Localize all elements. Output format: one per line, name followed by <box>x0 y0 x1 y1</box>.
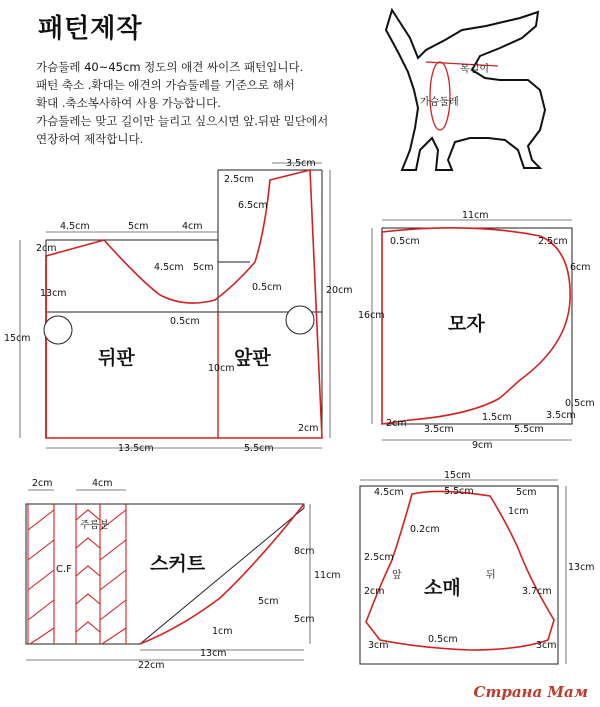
dim-label: 6.5cm <box>238 200 268 211</box>
dim-label: 13cm <box>200 648 227 659</box>
dim-label: 6cm <box>570 262 591 273</box>
body-pattern <box>4 158 353 454</box>
dim-label: 5cm <box>294 614 315 625</box>
dog-silhouette <box>386 10 545 170</box>
dim-label: 3.5cm <box>546 410 576 421</box>
dim-label: 0.5cm <box>170 316 200 327</box>
dim-label: 4cm <box>92 478 113 489</box>
dim-label: 0.5cm <box>252 282 282 293</box>
dim-label: 13cm <box>568 562 595 573</box>
dim-label: 15cm <box>444 470 471 481</box>
dim-label: 1.5cm <box>482 412 512 423</box>
dim-label: 4.5cm <box>154 262 184 273</box>
dim-label: 4.5cm <box>60 221 90 232</box>
dim-label: 5.5cm <box>244 443 274 454</box>
dim-label: 20cm <box>326 285 353 296</box>
hat-pattern <box>358 210 595 451</box>
dim-label: 5cm <box>258 596 279 607</box>
skirt-label: 스커트 <box>150 553 206 575</box>
dim-label: 1cm <box>212 626 233 637</box>
dim-label: 5cm <box>193 262 214 273</box>
dim-label: 2cm <box>298 423 319 434</box>
dim-label: 5.5cm <box>514 424 544 435</box>
intro-line: 연장하여 제작합니다. <box>36 132 144 146</box>
dim-label: 2cm <box>364 586 385 597</box>
intro-line: 확대 .축소복사하여 사용 가능합니다. <box>36 96 221 110</box>
dim-label: 1cm <box>508 506 529 517</box>
dim-label: 2cm <box>386 418 407 429</box>
dim-label: 3cm <box>368 640 389 651</box>
dim-label: 5cm <box>128 221 149 232</box>
chest-girth-label: 가슴둘레 <box>420 97 459 108</box>
page-title: 패턴제작 <box>38 14 143 44</box>
sleeve-label: 소매 <box>424 577 461 599</box>
dim-label: 9cm <box>472 440 493 451</box>
dim-label: 5cm <box>516 487 537 498</box>
intro-line: 패턴 축소 .확대는 애견의 가슴둘레를 기준으로 해서 <box>36 78 295 92</box>
dim-label: 0.5cm <box>428 634 458 645</box>
dim-label: 2.5cm <box>364 552 394 563</box>
dim-label: 8cm <box>294 546 315 557</box>
dim-label: 2cm <box>36 243 57 254</box>
sleeve-front-mark: 앞 <box>392 570 402 581</box>
dim-label: 2cm <box>32 478 53 489</box>
skirt-pattern <box>26 478 341 671</box>
dim-label: 2.5cm <box>538 236 568 247</box>
dim-label: 15cm <box>4 333 31 344</box>
dim-label: 0.2cm <box>410 524 440 535</box>
hat-label: 모자 <box>448 313 485 335</box>
dim-label: 2.5cm <box>224 174 254 185</box>
front-piece-label: 앞판 <box>234 347 271 369</box>
dim-label: 3cm <box>536 640 557 651</box>
back-piece-label: 뒤판 <box>98 347 135 369</box>
center-front-label: C.F <box>56 564 72 575</box>
dim-label: 4.5cm <box>374 487 404 498</box>
sleeve-back-mark: 뒤 <box>486 570 496 581</box>
dim-label: 5.5cm <box>444 486 474 497</box>
dim-label: 11cm <box>314 570 341 581</box>
dim-label: 10cm <box>208 363 235 374</box>
dim-label: 16cm <box>358 310 385 321</box>
dim-label: 22cm <box>138 660 165 671</box>
dim-label: 13cm <box>40 288 67 299</box>
watermark-logo: Страна Мам <box>473 683 588 701</box>
dim-label: 13.5cm <box>118 443 154 454</box>
pleat-label: 주름분 <box>80 520 109 531</box>
intro-line: 가슴둘레 40~45cm 정도의 애견 싸이즈 패턴입니다. <box>36 60 304 74</box>
dim-label: 0.5cm <box>390 236 420 247</box>
dim-label: 3.5cm <box>286 158 316 169</box>
dim-label: 3.7cm <box>522 586 552 597</box>
sleeve-pattern <box>360 470 595 664</box>
neck-length-label: 목길이 <box>460 64 489 75</box>
dim-label: 4cm <box>182 221 203 232</box>
dim-label: 11cm <box>462 210 489 221</box>
intro-line: 가슴둘레는 맞고 길이만 늘리고 싶으시면 앞.뒤판 밑단에서 <box>36 114 329 128</box>
dim-label: 3.5cm <box>424 424 454 435</box>
dim-label: 0.5cm <box>565 398 595 409</box>
